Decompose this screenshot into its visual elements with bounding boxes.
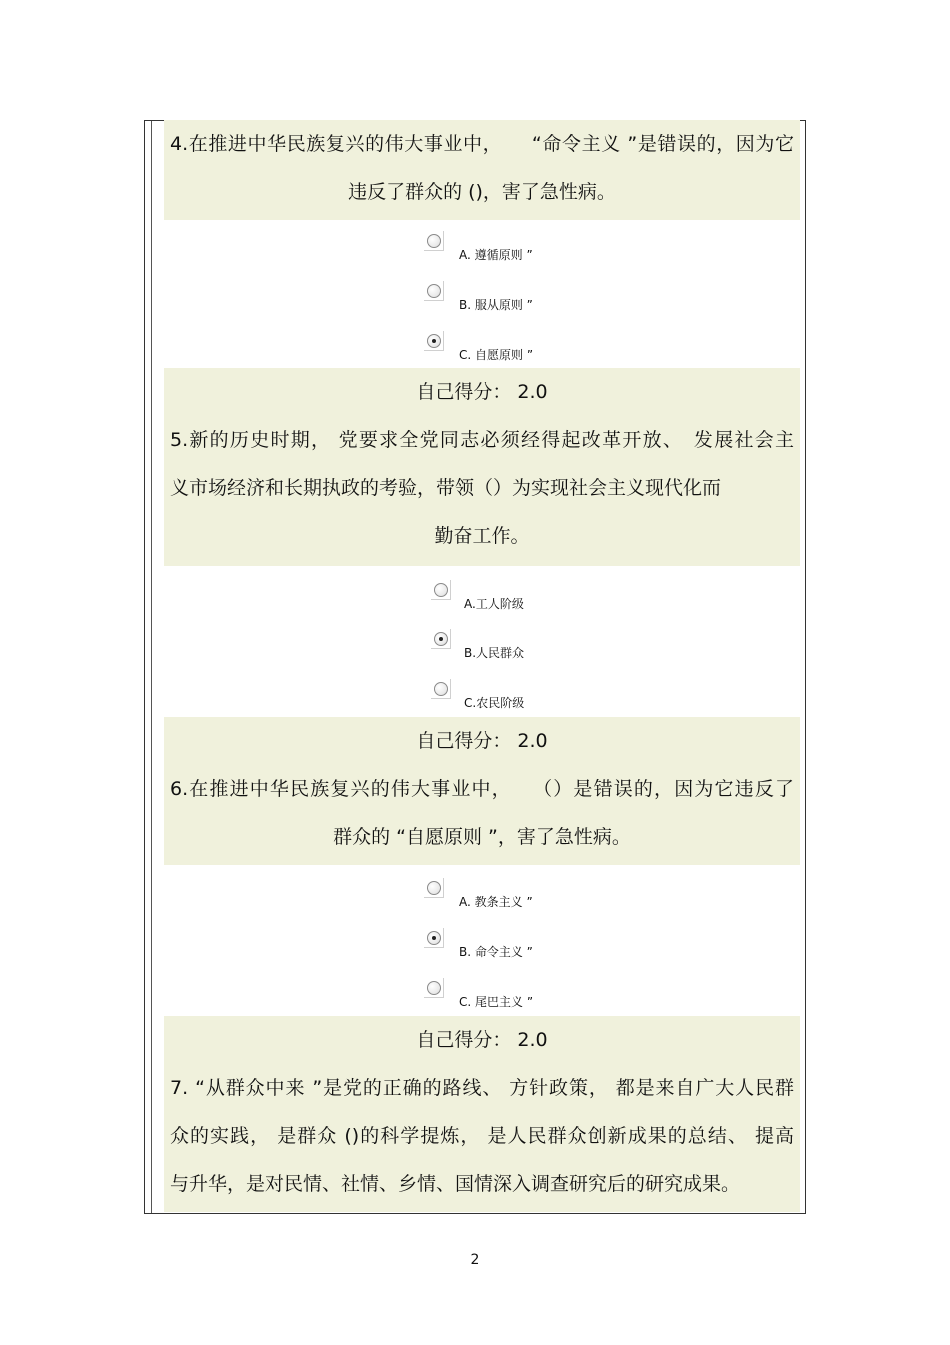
question-5-line-2: 义市场经济和长期执政的考验，带领（）为实现社会主义现代化而 <box>170 477 722 499</box>
question-7-line-2: 众的实践， 是群众 ()的科学提炼， 是人民群众创新成果的总结、 提高 <box>170 1125 794 1147</box>
question-6-score: 自己得分： 2.0 <box>416 1029 548 1051</box>
question-5-text <box>164 416 800 560</box>
option-label: A. 教条主义 ” <box>459 895 533 909</box>
option-label: A. 遵循原则 ” <box>459 248 533 262</box>
question-4-text <box>164 120 800 220</box>
radio-selected-icon[interactable] <box>434 632 448 646</box>
radio-icon[interactable] <box>427 881 441 895</box>
option-label: C.农民阶级 <box>464 696 525 710</box>
option-label: A.工人阶级 <box>464 597 524 611</box>
question-4-score: 自己得分： 2.0 <box>416 381 548 403</box>
question-6-line-2: 群众的 “自愿原则 ”，害了急性病。 <box>333 826 631 848</box>
table-inner-border <box>151 121 152 1213</box>
question-5-line-1: 5.新的历史时期， 党要求全党同志必须经得起改革开放、 发展社会主 <box>170 429 794 451</box>
radio-icon[interactable] <box>427 284 441 298</box>
question-7-text <box>164 1064 800 1208</box>
radio-icon[interactable] <box>434 583 448 597</box>
question-4-line-1: 4.在推进中华民族复兴的伟大事业中， “命令主义 ”是错误的，因为它 <box>170 133 794 155</box>
question-6-block <box>164 717 800 865</box>
question-6-text <box>164 765 800 861</box>
radio-selected-icon[interactable] <box>427 931 441 945</box>
option-label: C. 尾巴主义 ” <box>459 995 534 1009</box>
radio-icon[interactable] <box>427 981 441 995</box>
question-5-line-3: 勤奋工作。 <box>434 525 530 547</box>
radio-selected-icon[interactable] <box>427 334 441 348</box>
option-label: C. 自愿原则 ” <box>459 348 534 362</box>
radio-icon[interactable] <box>427 234 441 248</box>
question-5-score: 自己得分： 2.0 <box>416 730 548 752</box>
option-label: B.人民群众 <box>464 646 525 660</box>
page-number: 2 <box>470 1252 480 1268</box>
question-5-block <box>164 368 800 566</box>
option-label: B. 服从原则 ” <box>459 298 533 312</box>
question-4-line-2: 违反了群众的 ()，害了急性病。 <box>348 181 616 203</box>
question-7-block <box>164 1016 800 1212</box>
question-7-line-3: 与升华，是对民情、社情、乡情、国情深入调查研究后的研究成果。 <box>170 1173 741 1195</box>
question-6-line-1: 6.在推进中华民族复兴的伟大事业中， （）是错误的，因为它违反了 <box>170 778 794 800</box>
radio-icon[interactable] <box>434 682 448 696</box>
question-7-line-1: 7. “从群众中来 ”是党的正确的路线、 方针政策， 都是来自广大人民群 <box>170 1077 794 1099</box>
option-label: B. 命令主义 ” <box>459 945 533 959</box>
